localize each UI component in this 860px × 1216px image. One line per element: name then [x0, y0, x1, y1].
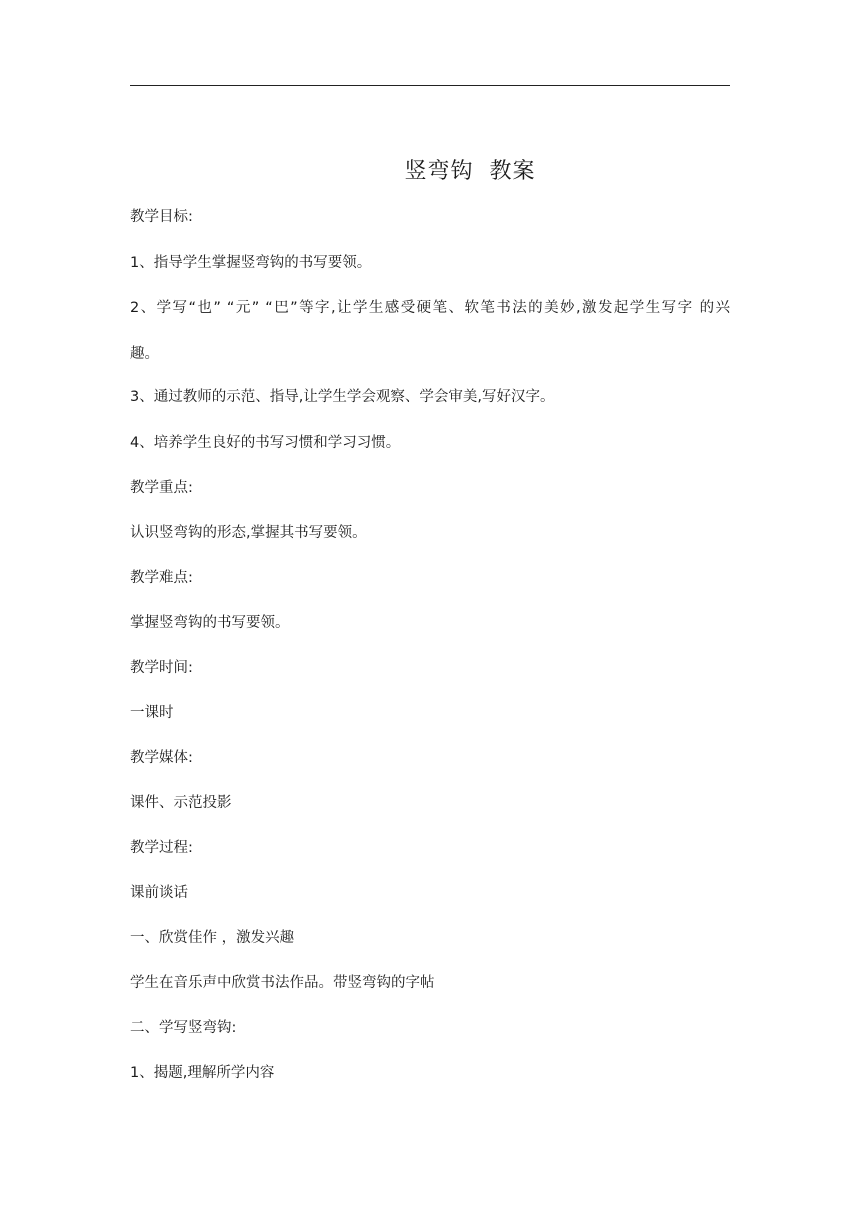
header-rule: [130, 85, 730, 86]
goal-item-1: 1、指导学生掌握竖弯钩的书写要领。: [130, 255, 372, 271]
difficulties-text: 掌握竖弯钩的书写要领。: [130, 615, 290, 631]
process-pre-class-talk: 课前谈话: [130, 885, 188, 901]
process-section-1-text: 学生在音乐声中欣赏书法作品。带竖弯钩的字帖: [130, 975, 435, 991]
process-section-2: 二、学写竖弯钩:: [130, 1020, 237, 1036]
goal-item-3: 3、通过教师的示范、指导,让学生学会观察、学会审美,写好汉字。: [130, 389, 555, 405]
heading-teaching-process: 教学过程:: [130, 840, 193, 856]
heading-difficulties: 教学难点:: [130, 570, 193, 586]
heading-key-points: 教学重点:: [130, 480, 193, 496]
heading-teaching-time: 教学时间:: [130, 660, 193, 676]
document-title: 竖弯钩 教案: [404, 159, 536, 184]
process-section-2-item-1: 1、揭题,理解所学内容: [130, 1065, 275, 1081]
goal-item-4: 4、培养学生良好的书写习惯和学习习惯。: [130, 435, 401, 451]
key-points-text: 认识竖弯钩的形态,掌握其书写要领。: [130, 525, 367, 541]
teaching-time-text: 一课时: [130, 705, 174, 721]
heading-teaching-goals: 教学目标:: [130, 209, 193, 225]
heading-teaching-media: 教学媒体:: [130, 750, 193, 766]
teaching-media-text: 课件、示范投影: [130, 795, 232, 811]
process-section-1: 一、欣赏佳作 ，激发兴趣: [130, 930, 295, 946]
goal-item-2-continued: 趣。: [130, 346, 159, 362]
goal-item-2: 2、学写“也” “元” “巴”等字,让学生感受硬笔、软笔书法的美妙,激发起学生写字 的兴: [130, 300, 730, 316]
